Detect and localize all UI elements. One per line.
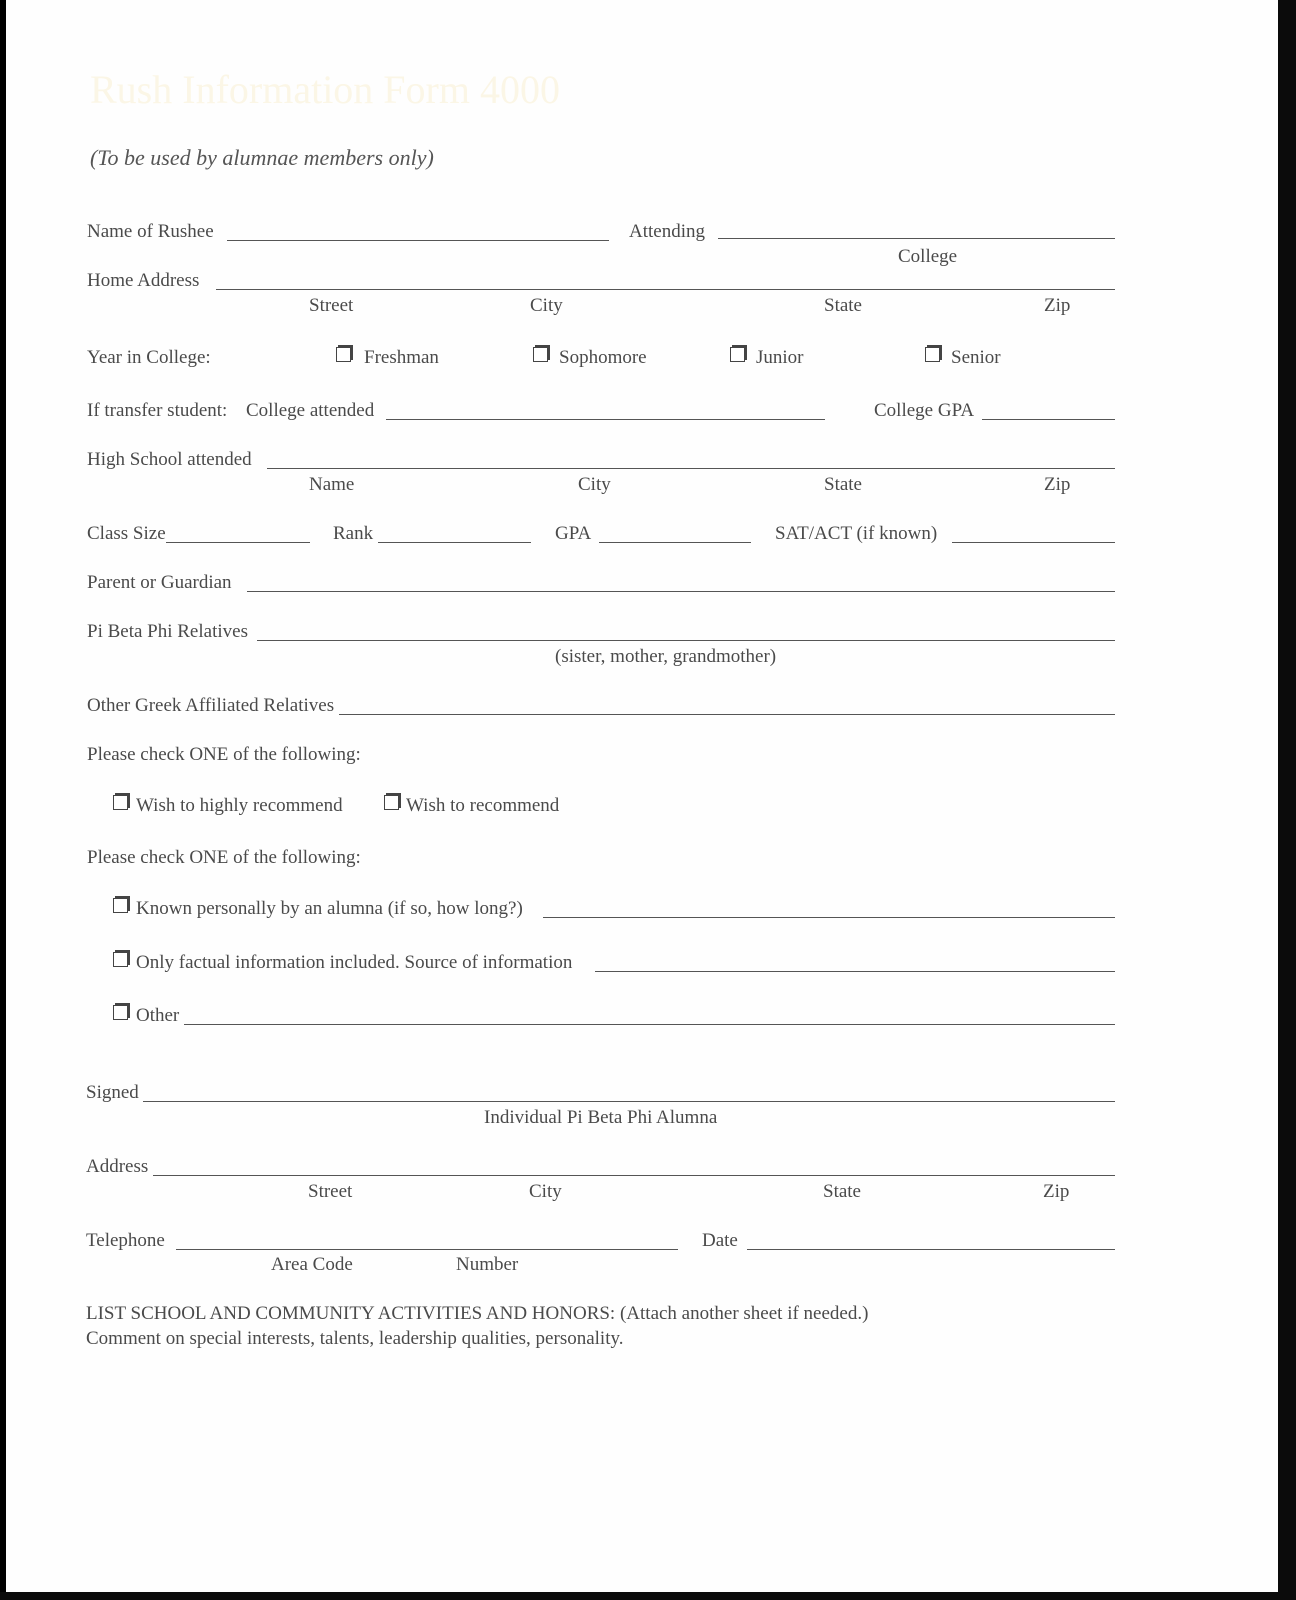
college-attended-field[interactable] <box>386 419 825 420</box>
alumna-caption-zip: Zip <box>1043 1181 1070 1202</box>
junior-checkbox[interactable] <box>730 347 745 362</box>
area-code-caption: Area Code <box>271 1254 353 1275</box>
relatives-field[interactable] <box>257 640 1115 641</box>
comment-instructions: Comment on special interests, talents, leadership qualities, personality. <box>86 1328 624 1349</box>
college-gpa-field[interactable] <box>982 419 1115 420</box>
scan-edge-right <box>1278 0 1296 1600</box>
parent-field[interactable] <box>247 591 1115 592</box>
junior-label: Junior <box>756 347 804 368</box>
greek-relatives-label: Other Greek Affiliated Relatives <box>87 695 335 716</box>
hs-caption-state: State <box>824 474 862 495</box>
high-school-field[interactable] <box>267 468 1115 469</box>
relatives-label: Pi Beta Phi Relatives <box>87 621 248 642</box>
address-label: Address <box>86 1156 149 1177</box>
check-one-label-2: Please check ONE of the following: <box>87 847 361 868</box>
other-checkbox[interactable] <box>113 1005 128 1020</box>
sophomore-label: Sophomore <box>559 347 647 368</box>
form-subtitle: (To be used by alumnae members only) <box>90 145 434 170</box>
scan-edge-bottom <box>0 1592 1296 1600</box>
other-label: Other <box>136 1005 180 1026</box>
rushee-name-field[interactable] <box>227 240 609 241</box>
signed-field[interactable] <box>143 1101 1115 1102</box>
recommend-label: Wish to recommend <box>406 795 560 816</box>
high-school-label: High School attended <box>87 449 252 470</box>
known-personally-field[interactable] <box>543 917 1115 918</box>
telephone-label: Telephone <box>86 1230 165 1251</box>
senior-checkbox[interactable] <box>925 347 940 362</box>
home-address-label: Home Address <box>87 270 200 291</box>
activities-heading: LIST SCHOOL AND COMMUNITY ACTIVITIES AND HONORS: (Attach another sheet if needed.) <box>86 1303 869 1324</box>
number-caption: Number <box>456 1254 519 1275</box>
class-size-label: Class Size <box>87 523 166 544</box>
rank-label: Rank <box>333 523 374 544</box>
factual-info-label: Only factual information included. Source of information <box>136 952 573 973</box>
class-size-field[interactable] <box>166 542 310 543</box>
college-attended-label: College attended <box>246 400 375 421</box>
recommend-checkbox[interactable] <box>384 795 399 810</box>
form-title: Rush Information Form 4000 <box>90 67 560 112</box>
alumna-caption-street: Street <box>308 1181 353 1202</box>
college-gpa-label: College GPA <box>874 400 975 421</box>
highly-recommend-checkbox[interactable] <box>113 795 128 810</box>
sat-label: SAT/ACT (if known) <box>775 523 938 544</box>
signed-label: Signed <box>86 1082 139 1103</box>
check-one-label: Please check ONE of the following: <box>87 744 361 765</box>
attending-label: Attending <box>629 221 705 242</box>
parent-label: Parent or Guardian <box>87 572 232 593</box>
hs-caption-zip: Zip <box>1044 474 1071 495</box>
factual-info-field[interactable] <box>595 971 1115 972</box>
address-field[interactable] <box>153 1175 1115 1176</box>
home-address-field[interactable] <box>216 289 1115 290</box>
caption-zip: Zip <box>1044 295 1071 316</box>
year-label: Year in College: <box>87 347 211 368</box>
highly-recommend-label: Wish to highly recommend <box>136 795 343 816</box>
known-personally-checkbox[interactable] <box>113 898 128 913</box>
gpa-field[interactable] <box>599 542 751 543</box>
date-field[interactable] <box>747 1249 1115 1250</box>
other-field[interactable] <box>184 1024 1115 1025</box>
freshman-label: Freshman <box>364 347 439 368</box>
form-page <box>6 0 1278 1592</box>
sophomore-checkbox[interactable] <box>533 347 548 362</box>
factual-info-checkbox[interactable] <box>113 952 128 967</box>
transfer-label: If transfer student: <box>87 400 228 421</box>
known-personally-label: Known personally by an alumna (if so, how long?) <box>136 898 523 919</box>
caption-street: Street <box>309 295 354 316</box>
sat-field[interactable] <box>952 542 1115 543</box>
caption-state: State <box>824 295 862 316</box>
hs-caption-name: Name <box>309 474 355 495</box>
relatives-caption: (sister, mother, grandmother) <box>555 646 777 667</box>
date-label: Date <box>702 1230 738 1251</box>
senior-label: Senior <box>951 347 1001 368</box>
caption-city: City <box>530 295 563 316</box>
college-caption: College <box>898 246 958 267</box>
hs-caption-city: City <box>578 474 611 495</box>
alumna-caption-city: City <box>529 1181 562 1202</box>
rushee-name-label: Name of Rushee <box>87 221 214 242</box>
signed-caption: Individual Pi Beta Phi Alumna <box>484 1107 718 1128</box>
rank-field[interactable] <box>378 542 531 543</box>
freshman-checkbox[interactable] <box>336 347 351 362</box>
telephone-field[interactable] <box>176 1249 678 1250</box>
attending-field[interactable] <box>718 238 1115 239</box>
alumna-caption-state: State <box>823 1181 861 1202</box>
greek-relatives-field[interactable] <box>339 714 1115 715</box>
gpa-label: GPA <box>555 523 592 544</box>
